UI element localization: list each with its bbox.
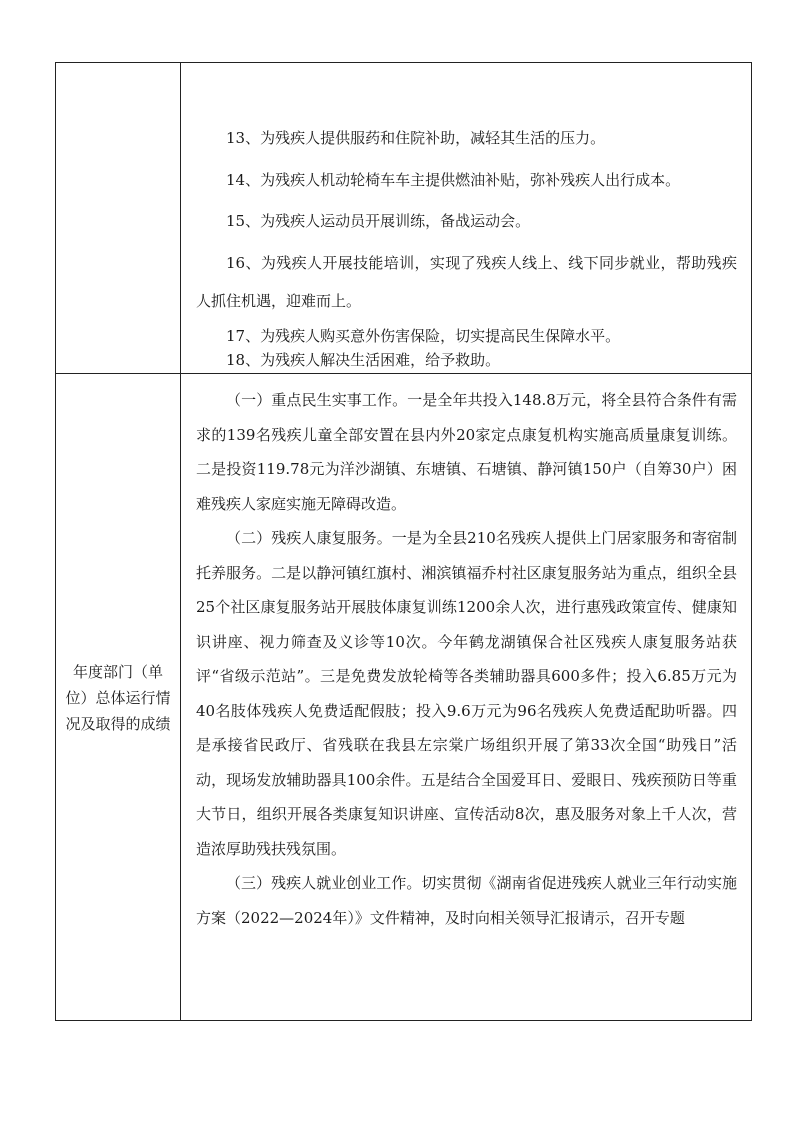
list-item: 16、为残疾人开展技能培训，实现了残疾人线上、线下同步就业，帮助残疾人抓住机遇，迎难而上。 [196, 254, 737, 310]
top-row-content [182, 63, 751, 373]
paragraph: （一）重点民生实事工作。一是全年共投入148.8万元，将全县符合条件有需求的139名残疾儿童全部安置在县内外20家定点康复机构实施高质量康复训练。二是投资119.78元为洋沙湖镇、东塘镇、石塘镇、静河镇150户（自筹30户）困难残疾人家庭实施无障碍改造。 [196, 391, 737, 513]
list-item: 15、为残疾人运动员开展训练，备战运动会。 [226, 212, 531, 230]
list-item: 13、为残疾人提供服药和住院补助，减轻其生活的压力。 [226, 129, 606, 147]
row-label: 年度部门（单位）总体运行情况及取得的成绩 [65, 662, 171, 733]
paragraph: （三）残疾人就业创业工作。切实贯彻《湖南省促进残疾人就业三年行动实施方案（2022—2024年）》文件精神，及时向相关领导汇报请示，召开专题 [196, 874, 737, 927]
column-divider [180, 63, 181, 1020]
info-table [55, 62, 752, 1021]
list-item: 14、为残疾人机动轮椅车车主提供燃油补贴，弥补残疾人出行成本。 [226, 171, 681, 189]
list-item: 18、为残疾人解决生活困难，给予救助。 [226, 351, 501, 369]
row-label-cell [56, 375, 180, 1020]
list-item: 17、为残疾人购买意外伤害保险，切实提高民生保障水平。 [226, 327, 621, 345]
paragraph: （二）残疾人康复服务。一是为全县210名残疾人提供上门居家服务和寄宿制托养服务。二是以静河镇红旗村、湘滨镇福乔村社区康复服务站为重点，组织全县25个社区康复服务站开展肢体康复训练1200余人次，进行惠残政策宣传、健康知识讲座、视力筛查及义诊等10次。今年鹤龙湖镇保合社区残疾人康复服务站获评“省级示范站”。三是免费发放轮椅等各类辅助器具600多件；投入6.85万元为40名肢体残疾人免费适配假肢；投入9.6万元为96名残疾人免费适配助听器。四是承接省民政厅、省残联在我县左宗棠广场组织开展了第33次全国“助残日”活动，现场发放辅助器具100余件。五是结合全国爱耳日、爱眼日、残疾预防日等重大节日，组织开展各类康复知识讲座、宣传活动8次，惠及服务对象上千人次，营造浓厚助残扶残氛围。 [196, 529, 737, 858]
bottom-row-content [182, 383, 751, 935]
